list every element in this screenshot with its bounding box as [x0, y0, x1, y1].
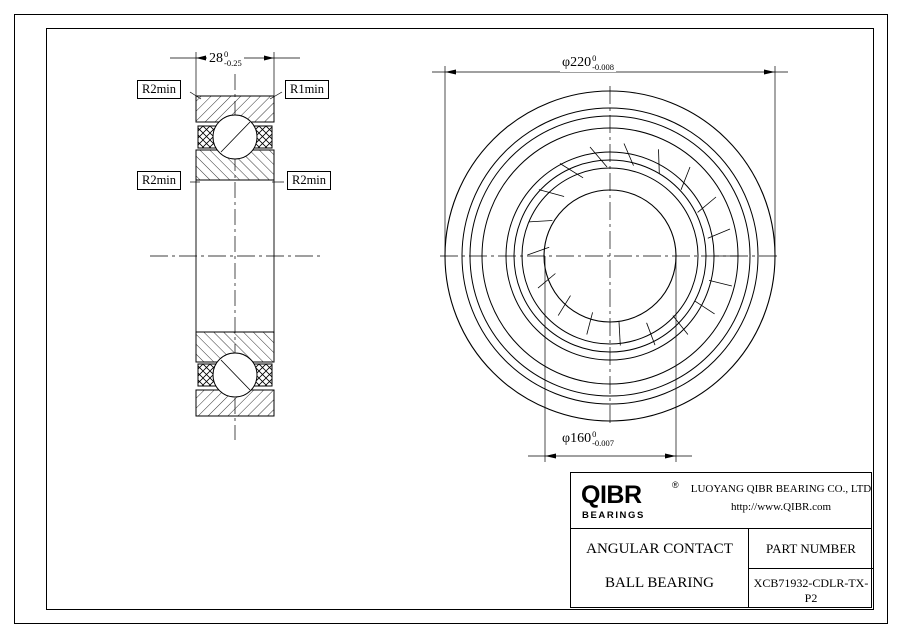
logo-subtitle: BEARINGS — [582, 510, 645, 521]
company-name: LUOYANG QIBR BEARING CO., LTD — [690, 483, 872, 495]
company-website: http://www.QIBR.com — [730, 501, 832, 513]
dim-od-prefix: φ — [562, 54, 571, 70]
label-r2min-top-left: R2min — [137, 80, 181, 99]
part-number-label: PART NUMBER — [766, 541, 856, 556]
label-r2min-mid-left: R2min — [137, 171, 181, 190]
dim-od-value: 220 — [570, 54, 592, 70]
title-block-top-row — [571, 473, 871, 529]
part-number-cell — [749, 529, 873, 608]
dim-width-upper: 0 — [224, 49, 229, 59]
divider — [749, 568, 873, 569]
product-line-2: BALL BEARING — [604, 575, 715, 591]
dim-od-upper: 0 — [592, 53, 597, 63]
label-r1min-top-right: R1min — [285, 80, 329, 99]
title-block — [570, 472, 872, 608]
part-number-value: XCB71932-CDLR-TX-P2 — [753, 576, 869, 605]
logo-brand: QIBR — [581, 481, 642, 509]
dim-bore-upper: 0 — [592, 429, 597, 439]
company-info — [689, 473, 873, 529]
logo — [571, 473, 689, 529]
label-r2min-mid-right: R2min — [287, 171, 331, 190]
dim-bore-prefix: φ — [562, 430, 571, 446]
title-block-bottom-row — [571, 529, 871, 608]
dim-od-lower: -0.008 — [592, 61, 615, 72]
product-line-1: ANGULAR CONTACT — [586, 541, 733, 557]
front-view — [432, 66, 788, 462]
dim-bore-lower: -0.007 — [592, 437, 615, 448]
product-description — [571, 529, 749, 608]
dim-bore-text — [560, 430, 616, 448]
dim-bore-value: 160 — [570, 430, 592, 446]
registered-trademark-icon: ® — [672, 480, 679, 490]
dim-width-text — [207, 50, 244, 68]
dim-width-lower: -0.25 — [224, 57, 242, 68]
dim-od-text — [560, 54, 616, 72]
dim-width-value: 28 — [209, 50, 223, 66]
